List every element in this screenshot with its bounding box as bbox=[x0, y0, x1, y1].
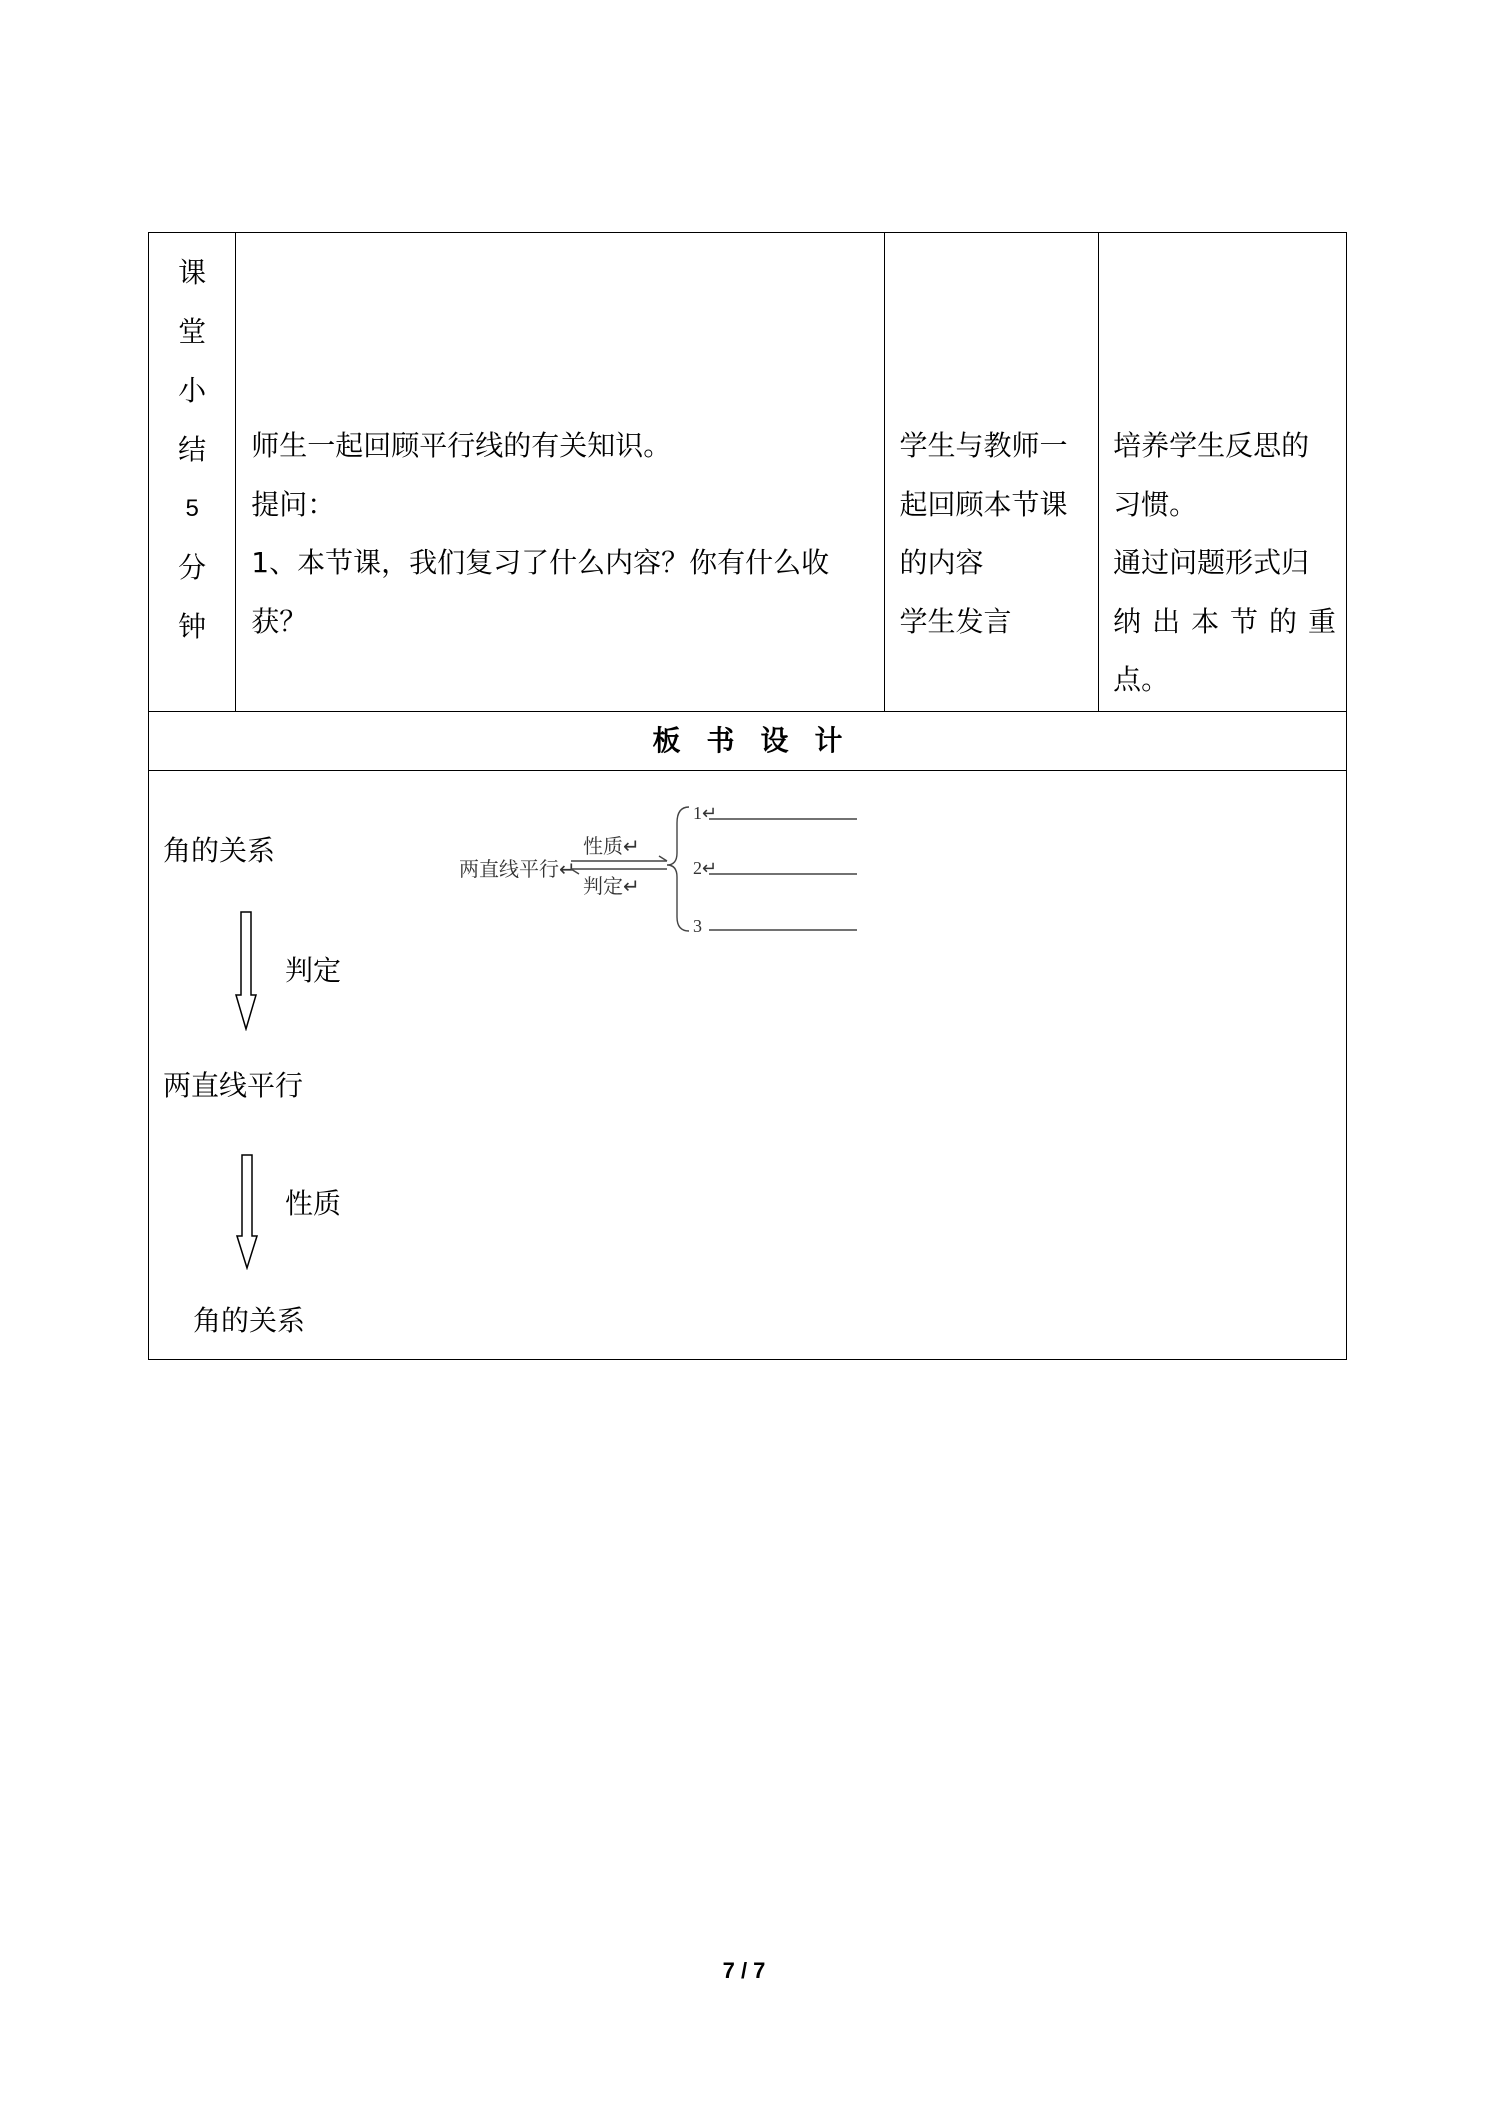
page-number: 7 / 7 bbox=[722, 1958, 766, 1983]
stage-label bbox=[149, 233, 235, 656]
purpose-char: 的 bbox=[1269, 604, 1298, 638]
purpose-char: 重 bbox=[1307, 604, 1336, 638]
student-activity-line: 的内容 bbox=[899, 546, 984, 579]
diagram-lower-branch-label: 判定↵ bbox=[583, 874, 640, 898]
stage-char: 结 bbox=[178, 433, 207, 466]
stage-minutes: 5 bbox=[185, 495, 199, 522]
design-purpose-line: 培养学生反思的 bbox=[1113, 429, 1310, 462]
student-activity-line: 起回顾本节课 bbox=[899, 487, 1068, 521]
down-arrow-icon bbox=[235, 911, 257, 1031]
board-title-cell bbox=[149, 712, 1347, 771]
design-purpose-line: 通过问题形式归 bbox=[1113, 546, 1310, 579]
purpose-char: 节 bbox=[1230, 604, 1259, 638]
stage-char: 钟 bbox=[178, 610, 207, 643]
stage-cell bbox=[149, 233, 236, 712]
flow-arrow1-label: 判定 bbox=[285, 954, 342, 987]
upper-arrowhead bbox=[659, 856, 667, 861]
board-design-title: 板书设计 bbox=[652, 724, 869, 757]
design-purpose-line: 点。 bbox=[1113, 663, 1170, 696]
design-purpose-line: 习惯。 bbox=[1113, 487, 1198, 521]
purpose-char: 出 bbox=[1152, 604, 1181, 638]
diagram-item-3: 3 bbox=[693, 916, 702, 936]
curly-brace bbox=[667, 807, 689, 931]
board-content-cell bbox=[149, 771, 1347, 1360]
design-purpose-line bbox=[1113, 593, 1336, 652]
teacher-activity-line: 获？ bbox=[251, 604, 308, 638]
student-activity-line: 学生发言 bbox=[899, 604, 1012, 638]
flow-bottom-label: 角的关系 bbox=[193, 1304, 306, 1337]
summary-row bbox=[149, 233, 1347, 712]
diagram-item-2: 2↵ bbox=[693, 858, 718, 878]
parallel-lines-diagram bbox=[459, 801, 889, 951]
diagram-upper-branch-label: 性质↵ bbox=[583, 834, 640, 858]
design-purpose-cell bbox=[1099, 233, 1347, 712]
stage-char: 堂 bbox=[178, 315, 207, 348]
teacher-activity-line: 1、本节课，我们复习了什么内容？你有什么收 bbox=[251, 546, 830, 579]
flow-arrow2-label: 性质 bbox=[285, 1187, 342, 1220]
teacher-activity-line: 师生一起回顾平行线的有关知识。 bbox=[251, 429, 672, 462]
diagram-root-label: 两直线平行↵ bbox=[459, 857, 576, 881]
teacher-activity-cell bbox=[236, 233, 885, 712]
purpose-char: 本 bbox=[1191, 604, 1220, 638]
board-content-row bbox=[149, 771, 1347, 1360]
stage-char: 小 bbox=[178, 374, 207, 407]
diagram-item-1: 1↵ bbox=[693, 803, 718, 823]
student-activity-line: 学生与教师一 bbox=[899, 429, 1068, 462]
purpose-char: 纳 bbox=[1113, 604, 1142, 638]
teacher-activity-line: 提问： bbox=[251, 487, 336, 521]
student-activity-cell bbox=[885, 233, 1099, 712]
flow-top-label: 角的关系 bbox=[163, 834, 276, 867]
flow-middle-label: 两直线平行 bbox=[163, 1069, 304, 1102]
board-title-row bbox=[149, 712, 1347, 771]
stage-char: 课 bbox=[178, 256, 207, 289]
down-arrow-icon bbox=[236, 1154, 258, 1270]
stage-char: 分 bbox=[178, 551, 207, 584]
lesson-plan-table bbox=[148, 232, 1347, 1360]
